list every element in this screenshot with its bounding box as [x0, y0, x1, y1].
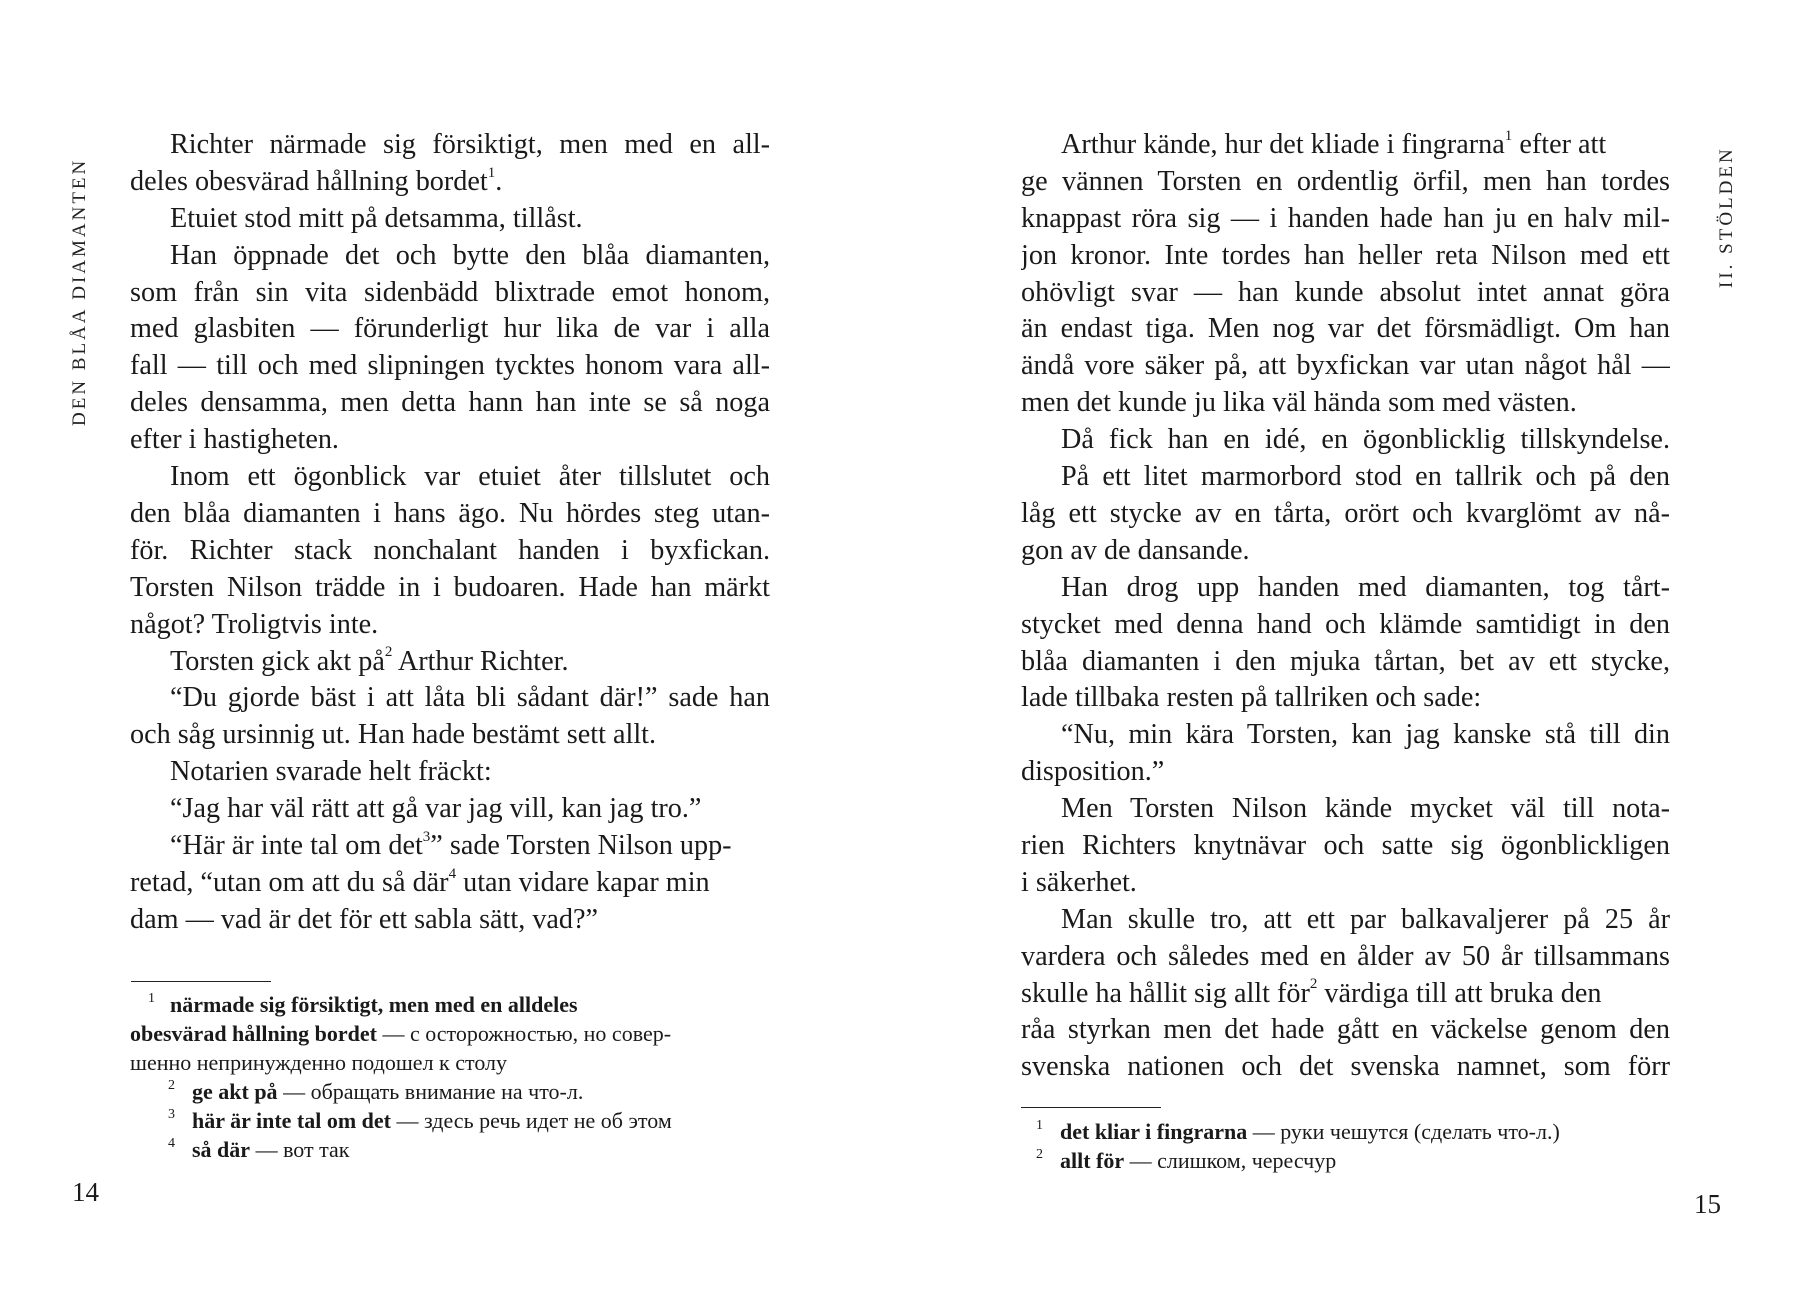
- footnote-ref[interactable]: 4: [448, 865, 457, 882]
- running-head-right: II. STÖLDEN: [1716, 146, 1737, 288]
- text-line: men det kunde ju lika väl hända som med västen.: [1021, 387, 1577, 419]
- text-line: den blåa diamanten i hans ägo. Nu hördes steg utan-: [130, 497, 770, 529]
- text-line: Då fick han en idé, en ögonblicklig tillskyndelse.: [1061, 424, 1670, 456]
- footnote: obesvärad hållning bordet — с осторожностью, но совер-: [130, 1021, 672, 1046]
- text-line: Notarien svarade helt fräckt:: [170, 756, 492, 788]
- text-line: vardera och således med en ålder av 50 år tillsammans: [1021, 940, 1670, 972]
- text-line: retad, “utan om att du så där$^4$ utan vidare kapar min: [130, 865, 710, 898]
- footnotes-right: [1036, 1117, 1680, 1175]
- footnote-ref[interactable]: 1: [1504, 127, 1513, 144]
- footnote: 2 allt för — слишком, чересчур: [1036, 1147, 1337, 1173]
- text-line: skulle ha hållit sig allt för$^2$ värdiga till att bruka den: [1021, 976, 1602, 1009]
- footnote: 1 närmade sig försiktigt, men med en alldeles: [148, 991, 578, 1017]
- text-line: “Du gjorde bäst i att låta bli sådant där!” sade han: [170, 682, 770, 714]
- right-page-text: [1021, 127, 1670, 1086]
- text-line: efter i hastigheten.: [130, 424, 339, 456]
- footnote-divider: [1021, 1107, 1161, 1108]
- text-line: disposition.”: [1021, 756, 1165, 788]
- text-line: för. Richter stack nonchalant handen i byxfickan.: [130, 534, 770, 566]
- text-line: Torsten gick akt $på^2$ Arthur Richter.: [170, 644, 569, 677]
- text-line: Arthur kände, hur det kliade i fingrarna$^1$ efter att: [1061, 127, 1607, 160]
- text-line: deles obesvärad hållning bordet$^1$.: [130, 164, 503, 197]
- text-line: råa styrkan men det hade gått en väckelse genom den: [1021, 1014, 1670, 1046]
- text-line: Torsten Nilson trädde in i budoaren. Hade han märkt: [130, 571, 770, 603]
- text-line: deles densamma, men detta hann han inte se så noga: [130, 387, 770, 419]
- text-line: “Här är inte tal om $\det^3$” sade Torsten Nilson upp-: [170, 828, 732, 862]
- text-line: Inom ett ögonblick var etuiet åter tillslutet och: [170, 461, 770, 493]
- right-page: [900, 0, 1800, 1298]
- text-line: ohövligt svar — han kunde absolut intet annat göra: [1021, 276, 1670, 308]
- text-line: stycket med denna hand och klämde samtidigt in den: [1021, 608, 1670, 640]
- page-number-left: 14: [72, 1177, 99, 1207]
- text-line: Men Torsten Nilson kände mycket väl till nota-: [1061, 793, 1670, 825]
- text-line: än endast tiga. Men nog var det försmädligt. Om han: [1021, 313, 1670, 345]
- footnote-ref[interactable]: 2: [384, 644, 393, 661]
- text-line: rien Richters knytnävar och satte sig ögonblickligen: [1021, 830, 1670, 861]
- text-line: fall — till och med slipningen tycktes honom vara all-: [130, 350, 770, 382]
- text-line: På ett litet marmorbord stod en tallrik och på den: [1061, 461, 1670, 493]
- text-line: Richter närmade sig försiktigt, men med en all-: [170, 129, 770, 160]
- text-line: Man skulle tro, att ett par balkavaljerer på 25 år: [1061, 903, 1670, 935]
- text-line: Han öppnade det och bytte den blåa diamanten,: [170, 239, 770, 271]
- text-line: ge vännen Torsten en ordentlig örfil, men han tordes: [1021, 165, 1670, 197]
- footnote-ref[interactable]: 3: [422, 828, 431, 845]
- text-line: blåa diamanten i den mjuka tårtan, bet av ett stycke,: [1021, 645, 1670, 677]
- text-line: ändå vore säker på, att byxfickan var utan något hål —: [1021, 350, 1670, 382]
- text-line: jon kronor. Inte tordes han heller reta Nilson med ett: [1021, 239, 1670, 271]
- text-line: lade tillbaka resten på tallriken och sade:: [1021, 682, 1482, 714]
- text-line: Etuiet stod mitt på detsamma, tillåst.: [170, 202, 583, 234]
- footnote: 4 så där — вот так: [168, 1136, 350, 1162]
- text-line: och såg ursinnig ut. Han hade bestämt sett allt.: [130, 719, 657, 751]
- text-line: dam — vad är det för ett sabla sätt, vad?”: [130, 903, 599, 935]
- text-line: “Jag har väl rätt att gå var jag vill, kan jag tro.”: [170, 793, 702, 825]
- text-line: i säkerhet.: [1021, 866, 1137, 898]
- footnote: 2 ge akt på — обращать внимание на что-л.: [168, 1078, 584, 1104]
- text-line: låg ett stycke av en tårta, orört och kvarglömt av nå-: [1021, 497, 1670, 529]
- text-line: svenska nationen och det svenska namnet, som förr: [1021, 1051, 1670, 1083]
- running-head-left: DEN BLÅA DIAMANTEN: [69, 157, 90, 426]
- footnote: 3 här är inte tal om det — здесь речь идет не об этом: [168, 1107, 672, 1133]
- footnote: 1 det kliar i fingrarna — руки чешутся (сделать что-л.): [1036, 1118, 1560, 1144]
- text-line: som från sin vita sidenbädd blixtrade emot honom,: [130, 276, 770, 308]
- footnote-divider: [131, 981, 271, 982]
- footnote-ref[interactable]: 1: [487, 164, 496, 181]
- text-line: med glasbiten — förunderligt hur lika de var i alla: [130, 313, 770, 345]
- text-line: knappast röra sig — i handen hade han ju en halv mil-: [1021, 202, 1670, 234]
- footnote: шенно непринужденно подошел к столу: [130, 1050, 508, 1075]
- page-number-right: 15: [1694, 1189, 1721, 1219]
- footnote-ref[interactable]: 2: [1309, 976, 1318, 993]
- left-page-text: [130, 127, 770, 939]
- text-line: gon av de dansande.: [1021, 534, 1250, 566]
- text-line: något? Troligtvis inte.: [130, 608, 379, 640]
- text-line: “Nu, min kära Torsten, kan jag kanske stå till din: [1061, 719, 1670, 751]
- footnotes-left: [130, 990, 770, 1164]
- text-line: Han drog upp handen med diamanten, tog tårt-: [1061, 571, 1670, 603]
